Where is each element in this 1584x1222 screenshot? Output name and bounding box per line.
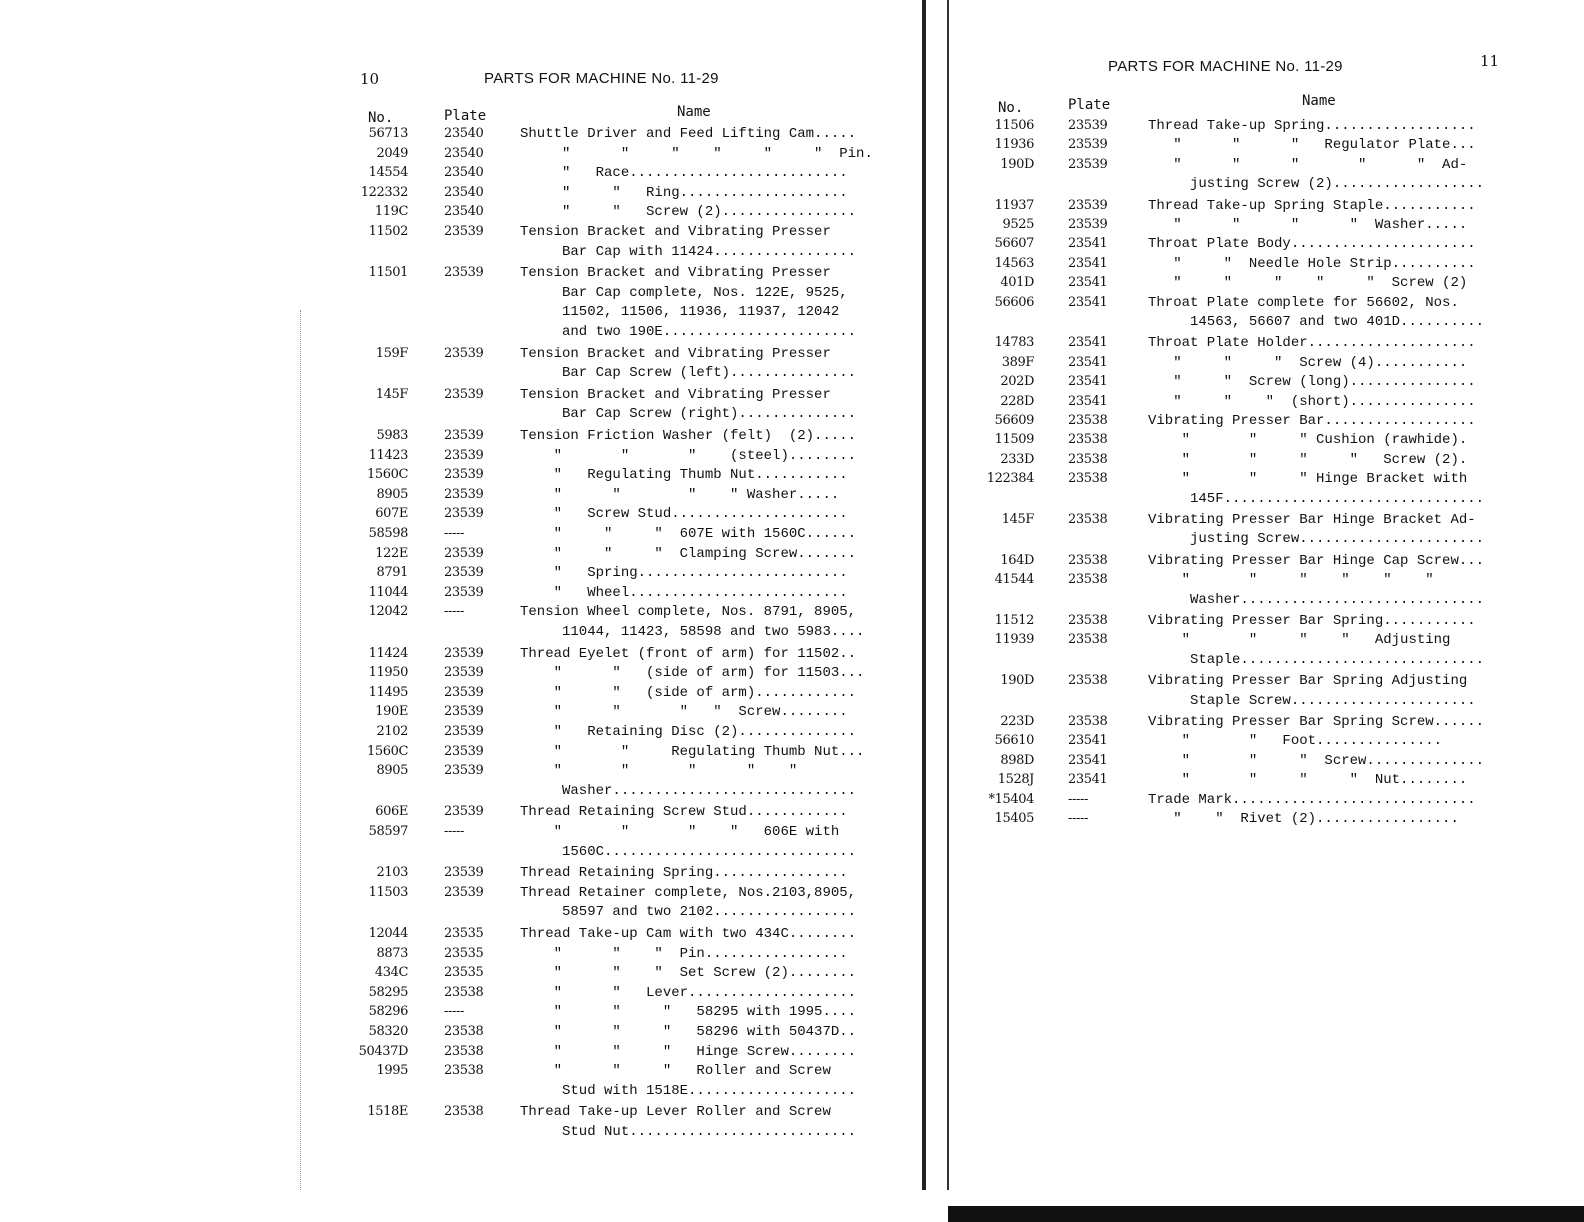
part-name: " " " " " " xyxy=(1148,572,1434,589)
plate-number: 23539 xyxy=(444,704,484,720)
part-name: Vibrating Presser Bar.................. xyxy=(1148,413,1476,429)
plate-number: 23538 xyxy=(1068,432,1108,448)
page-title: PARTS FOR MACHINE No. 11-29 xyxy=(1108,58,1343,75)
part-name: " " " " Screw........ xyxy=(520,704,848,721)
part-number: 11423 xyxy=(368,447,408,463)
plate-number: 23538 xyxy=(1068,451,1108,467)
plate-number: 23538 xyxy=(1068,673,1108,689)
part-name: Washer............................. xyxy=(520,782,857,799)
part-name: " " (side of arm)............ xyxy=(520,684,857,701)
part-number: 1528J xyxy=(997,772,1034,788)
part-number: 14783 xyxy=(994,335,1034,351)
part-number: 389F xyxy=(1001,354,1034,370)
part-name: Thread Take-up Cam with two 434C........ xyxy=(520,926,857,942)
plate-number: 23541 xyxy=(1068,294,1108,310)
part-name: " " Needle Hole Strip.......... xyxy=(1148,255,1476,272)
part-name: " " Lever.................... xyxy=(520,984,857,1001)
plate-number: 23538 xyxy=(1068,632,1108,648)
plate-number: 23539 xyxy=(444,386,484,402)
plate-number: ----- xyxy=(1068,811,1088,826)
plate-number: 23539 xyxy=(444,467,484,483)
part-name: " Regulating Thumb Nut........... xyxy=(520,467,848,484)
plate-number: 23539 xyxy=(444,224,484,239)
part-number: 58296 xyxy=(368,1004,408,1020)
part-number: 159F xyxy=(375,345,408,361)
plate-number: 23539 xyxy=(1068,217,1108,232)
plate-number: 23538 xyxy=(1068,413,1108,428)
part-number: 11950 xyxy=(368,665,408,681)
part-number: 11506 xyxy=(994,118,1034,133)
plate-number: 23538 xyxy=(444,1063,484,1079)
scan-artifact-left xyxy=(300,310,303,1190)
part-name: " " (side of arm) for 11503... xyxy=(520,665,865,682)
part-name: " Wheel.......................... xyxy=(520,584,848,601)
part-number: 15405 xyxy=(994,811,1034,826)
part-number: 8905 xyxy=(376,486,408,502)
plate-number: 23541 xyxy=(1068,335,1108,351)
plate-number: 23538 xyxy=(1068,471,1108,487)
part-name: Bar Cap Screw (right).............. xyxy=(520,406,857,423)
part-name: 58597 and two 2102................. xyxy=(520,904,857,921)
page-title: PARTS FOR MACHINE No. 11-29 xyxy=(484,70,719,87)
plate-number: ----- xyxy=(444,824,464,839)
part-number: 12044 xyxy=(368,926,408,941)
part-name: " " Foot............... xyxy=(1148,733,1443,750)
part-name: Tension Bracket and Vibrating Presser xyxy=(520,265,831,282)
part-name: 14563, 56607 and two 401D.......... xyxy=(1148,314,1485,330)
part-number: 898D xyxy=(1000,752,1034,768)
part-name: " " " 58295 with 1995.... xyxy=(520,1004,857,1021)
plate-number: 23541 xyxy=(1068,236,1108,252)
part-number: 58598 xyxy=(368,526,408,541)
part-name: Tension Friction Washer (felt) (2)..... xyxy=(520,428,857,444)
part-name: " Spring......................... xyxy=(520,565,848,582)
part-number: 1560C xyxy=(366,467,408,483)
plate-number: ----- xyxy=(444,526,464,541)
plate-number: 23538 xyxy=(1068,714,1108,729)
plate-number: 23539 xyxy=(444,884,484,900)
part-number: 58295 xyxy=(368,984,408,1000)
part-name: " " " " Nut........ xyxy=(1148,772,1468,789)
part-number: 58320 xyxy=(368,1024,408,1039)
part-name: " " " Cushion (rawhide). xyxy=(1148,432,1468,449)
part-number: 122384 xyxy=(986,471,1034,487)
part-number: 228D xyxy=(1000,393,1034,409)
part-name: Thread Eyelet (front of arm) for 11502.. xyxy=(520,645,857,662)
plate-number: 23540 xyxy=(444,204,484,220)
part-number: 8873 xyxy=(376,945,408,961)
part-name: Tension Bracket and Vibrating Presser xyxy=(520,386,831,403)
col-header-plate: Plate xyxy=(444,108,487,124)
part-number: 607E xyxy=(375,506,408,522)
plate-number: 23539 xyxy=(1068,137,1108,153)
part-name: Tension Wheel complete, Nos. 8791, 8905, xyxy=(520,604,857,621)
part-number: 2103 xyxy=(376,865,408,881)
part-name: " " Screw (2)................ xyxy=(520,204,857,221)
book-gutter xyxy=(922,0,926,1190)
part-name: " " " Roller and Screw xyxy=(520,1063,831,1080)
part-number: 2049 xyxy=(376,145,408,161)
plate-number: ----- xyxy=(444,604,464,620)
part-number: 11424 xyxy=(368,645,408,661)
plate-number: 23538 xyxy=(1068,613,1108,628)
part-name: Tension Bracket and Vibrating Presser xyxy=(520,224,831,240)
plate-number: 23538 xyxy=(444,1104,484,1120)
part-name: " " " Screw (4)........... xyxy=(1148,354,1468,371)
part-name: Throat Plate complete for 56602, Nos. xyxy=(1148,294,1459,311)
part-number: 190E xyxy=(375,704,408,720)
part-number: 11939 xyxy=(994,632,1034,648)
part-name: " " " " " Ad- xyxy=(1148,156,1468,173)
part-name: " " Ring.................... xyxy=(520,184,848,201)
part-number: 164D xyxy=(1000,552,1034,568)
part-name: Shuttle Driver and Feed Lifting Cam..... xyxy=(520,126,857,142)
part-name: " " " (short)............... xyxy=(1148,393,1476,410)
plate-number: 23541 xyxy=(1068,275,1108,291)
part-name: " " " " " xyxy=(520,763,798,780)
part-name: " " " Set Screw (2)........ xyxy=(520,965,857,982)
plate-number: 23539 xyxy=(444,584,484,600)
part-number: 1518E xyxy=(367,1104,408,1120)
plate-number: 23539 xyxy=(444,265,484,281)
part-name: Vibrating Presser Bar Spring Screw...... xyxy=(1148,714,1485,730)
part-number: 56607 xyxy=(994,236,1034,252)
part-number: *15404 xyxy=(988,791,1034,807)
part-number: 401D xyxy=(1000,275,1034,291)
part-name: Thread Retainer complete, Nos.2103,8905, xyxy=(520,884,857,901)
part-name: 11044, 11423, 58598 and two 5983.... xyxy=(520,624,865,640)
part-name: Vibrating Presser Bar Spring........... xyxy=(1148,613,1476,629)
part-number: 122332 xyxy=(360,184,408,200)
part-number: 434C xyxy=(374,965,408,981)
plate-number: 23539 xyxy=(444,724,484,739)
part-name: and two 190E....................... xyxy=(520,324,857,340)
part-name: Staple............................. xyxy=(1148,651,1485,668)
part-name: " " " Pin................. xyxy=(520,945,848,962)
part-number: 1995 xyxy=(376,1063,408,1079)
part-number: 11495 xyxy=(368,684,408,700)
plate-number: 23539 xyxy=(444,345,484,361)
plate-number: 23539 xyxy=(444,506,484,522)
part-number: 56713 xyxy=(368,126,408,141)
part-number: 202D xyxy=(1000,374,1034,390)
part-number: 1560C xyxy=(366,743,408,759)
part-name: " " " Regulator Plate... xyxy=(1148,137,1476,154)
plate-number: 23540 xyxy=(444,165,484,181)
part-name: Vibrating Presser Bar Spring Adjusting xyxy=(1148,673,1468,690)
plate-number: 23539 xyxy=(444,565,484,581)
part-name: " " " Screw.............. xyxy=(1148,752,1485,769)
plate-number: 23539 xyxy=(444,743,484,759)
plate-number: 23535 xyxy=(444,965,484,981)
plate-number: 23539 xyxy=(444,865,484,881)
part-number: 190D xyxy=(1000,673,1034,689)
part-number: 56610 xyxy=(994,733,1034,749)
plate-number: 23541 xyxy=(1068,354,1108,370)
part-number: 11509 xyxy=(994,432,1034,448)
plate-number: 23541 xyxy=(1068,393,1108,409)
plate-number: 23540 xyxy=(444,126,484,141)
plate-number: 23539 xyxy=(444,804,484,820)
part-number: 119C xyxy=(374,204,408,220)
plate-number: 23539 xyxy=(1068,118,1108,133)
part-name: " " " " Adjusting xyxy=(1148,632,1451,649)
plate-number: 23539 xyxy=(1068,197,1108,213)
col-header-name: Name xyxy=(1302,93,1336,109)
plate-number: ----- xyxy=(444,1004,464,1020)
part-name: " " " Clamping Screw....... xyxy=(520,545,857,562)
plate-number: 23541 xyxy=(1068,374,1108,390)
part-name: " Screw Stud..................... xyxy=(520,506,848,523)
part-name: " Retaining Disc (2).............. xyxy=(520,724,857,740)
part-name: " " " " 606E with xyxy=(520,824,840,840)
part-number: 223D xyxy=(1000,714,1034,729)
part-number: 50437D xyxy=(358,1043,408,1059)
part-name: " " Screw (long)............... xyxy=(1148,374,1476,391)
part-number: 5983 xyxy=(376,428,408,443)
plate-number: 23539 xyxy=(1068,156,1108,172)
part-number: 14563 xyxy=(994,255,1034,271)
part-name: Vibrating Presser Bar Hinge Bracket Ad- xyxy=(1148,512,1476,528)
col-header-no: No. xyxy=(368,110,394,126)
part-number: 11936 xyxy=(994,137,1034,153)
plate-number: 23541 xyxy=(1068,733,1108,749)
page-number: 11 xyxy=(1480,52,1500,70)
part-name: Staple Screw...................... xyxy=(1148,692,1476,709)
col-header-no: No. xyxy=(998,100,1024,116)
plate-number: 23539 xyxy=(444,645,484,661)
plate-number: 23541 xyxy=(1068,255,1108,271)
plate-number: 23538 xyxy=(444,1024,484,1039)
part-name: " " Rivet (2)................. xyxy=(1148,811,1459,827)
part-number: 606E xyxy=(375,804,408,820)
part-name: " " " " Screw (2). xyxy=(1148,451,1468,468)
plate-number: 23539 xyxy=(444,447,484,463)
part-number: 9525 xyxy=(1002,217,1034,232)
plate-number: ----- xyxy=(1068,791,1088,807)
part-number: 41544 xyxy=(994,572,1034,588)
part-number: 58597 xyxy=(368,824,408,839)
plate-number: 23539 xyxy=(444,665,484,681)
part-number: 233D xyxy=(1000,451,1034,467)
part-name: Throat Plate Body...................... xyxy=(1148,236,1476,253)
part-number: 8791 xyxy=(376,565,408,581)
part-number: 11503 xyxy=(368,884,408,900)
plate-number: 23535 xyxy=(444,926,484,941)
part-name: justing Screw...................... xyxy=(1148,531,1485,548)
plate-number: 23539 xyxy=(444,763,484,779)
plate-number: 23539 xyxy=(444,684,484,700)
part-name: Stud Nut........................... xyxy=(520,1124,857,1140)
plate-number: 23539 xyxy=(444,486,484,502)
part-name: Thread Retaining Screw Stud............ xyxy=(520,804,848,821)
part-name: Bar Cap with 11424................. xyxy=(520,243,857,260)
part-number: 56606 xyxy=(994,294,1034,310)
part-number: 56609 xyxy=(994,413,1034,428)
plate-number: 23538 xyxy=(1068,512,1108,527)
part-number: 122E xyxy=(375,545,408,561)
part-number: 190D xyxy=(1000,156,1034,172)
plate-number: 23539 xyxy=(444,545,484,561)
part-name: Vibrating Presser Bar Hinge Cap Screw... xyxy=(1148,552,1485,569)
part-name: 11502, 11506, 11936, 11937, 12042 xyxy=(520,304,840,321)
part-name: Bar Cap complete, Nos. 122E, 9525, xyxy=(520,284,848,301)
part-name: Thread Retaining Spring................ xyxy=(520,865,848,882)
book-gutter-edge xyxy=(947,0,949,1190)
part-name: " " " Hinge Bracket with xyxy=(1148,471,1468,488)
part-name: Thread Take-up Lever Roller and Screw xyxy=(520,1104,831,1121)
part-number: 11512 xyxy=(994,613,1034,628)
part-number: 145F xyxy=(1001,512,1034,527)
plate-number: 23535 xyxy=(444,945,484,961)
plate-number: 23538 xyxy=(444,1043,484,1059)
part-number: 11502 xyxy=(368,224,408,239)
part-name: " " Regulating Thumb Nut... xyxy=(520,743,865,760)
page-number: 10 xyxy=(360,70,380,88)
scan-edge-bar xyxy=(948,1206,1584,1222)
plate-number: 23540 xyxy=(444,184,484,200)
part-name: Stud with 1518E.................... xyxy=(520,1082,857,1099)
part-number: 11501 xyxy=(368,265,408,281)
part-name: Throat Plate Holder.................... xyxy=(1148,335,1476,352)
part-name: " " " 607E with 1560C...... xyxy=(520,526,857,542)
part-name: " " " (steel)........ xyxy=(520,447,857,464)
plate-number: 23541 xyxy=(1068,772,1108,788)
part-name: Tension Bracket and Vibrating Presser xyxy=(520,345,831,362)
part-number: 12042 xyxy=(368,604,408,620)
part-name: " " " " Washer..... xyxy=(1148,217,1468,233)
plate-number: 23540 xyxy=(444,145,484,161)
part-name: 1560C.............................. xyxy=(520,843,857,860)
part-number: 11044 xyxy=(368,584,408,600)
part-name: " " " " " Screw (2) xyxy=(1148,275,1468,292)
part-number: 14554 xyxy=(368,165,408,181)
plate-number: 23539 xyxy=(444,428,484,443)
part-name: Thread Take-up Spring Staple........... xyxy=(1148,197,1476,214)
col-header-name: Name xyxy=(677,104,711,120)
part-name: Bar Cap Screw (left)............... xyxy=(520,365,857,382)
plate-number: 23541 xyxy=(1068,752,1108,768)
part-name: " " " " Washer..... xyxy=(520,486,840,503)
plate-number: 23538 xyxy=(1068,552,1108,568)
part-name: " Race.......................... xyxy=(520,165,848,182)
part-number: 2102 xyxy=(376,724,408,739)
part-name: " " " 58296 with 50437D.. xyxy=(520,1024,857,1040)
part-name: Trade Mark............................. xyxy=(1148,791,1476,808)
part-number: 145F xyxy=(375,386,408,402)
part-number: 8905 xyxy=(376,763,408,779)
part-number: 11937 xyxy=(994,197,1034,213)
plate-number: 23538 xyxy=(444,984,484,1000)
part-name: justing Screw (2).................. xyxy=(1148,176,1485,193)
part-name: 145F............................... xyxy=(1148,490,1485,507)
col-header-plate: Plate xyxy=(1068,97,1111,113)
part-name: Washer............................. xyxy=(1148,591,1485,608)
part-name: " " " Hinge Screw........ xyxy=(520,1043,857,1060)
part-name: " " " " " " Pin. xyxy=(520,145,873,162)
part-name: Thread Take-up Spring.................. xyxy=(1148,118,1476,134)
plate-number: 23538 xyxy=(1068,572,1108,588)
